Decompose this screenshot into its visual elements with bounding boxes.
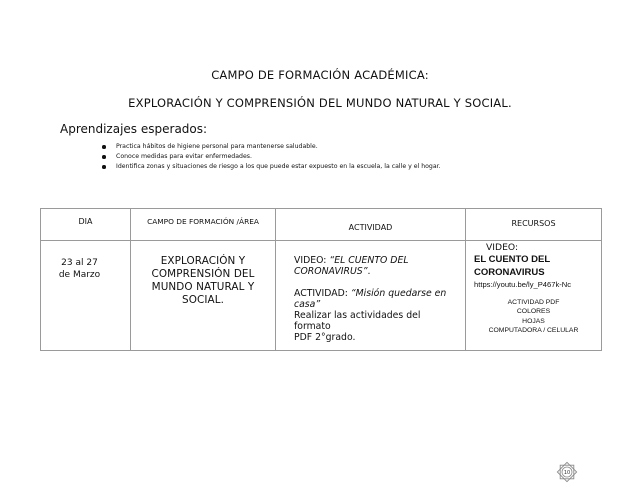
aprendizajes-list xyxy=(100,142,441,172)
aprendizaje-text: Identifica zonas y situaciones de riesgo a los que puede estar expuesto en la escuela, la calle y el hogar. xyxy=(116,163,441,170)
aprendizaje-text: Practica hábitos de higiene personal para mantenerse saludable. xyxy=(116,143,318,150)
fecha-line: de Marzo xyxy=(58,270,101,280)
actividad-instruction: PDF 2°grado. xyxy=(294,332,356,343)
video-label: VIDEO: xyxy=(294,255,330,266)
table-row xyxy=(41,241,602,351)
material-item: COMPUTADORA / CELULAR xyxy=(488,327,579,335)
actividad-video-line xyxy=(294,255,459,266)
bullet-icon xyxy=(102,145,106,149)
video-end: . xyxy=(367,266,371,277)
actividad-title-line xyxy=(294,288,459,299)
cell-recursos xyxy=(466,241,602,351)
header-recursos: RECURSOS xyxy=(466,209,602,241)
page-number: 10 xyxy=(563,469,571,476)
header-campo: CAMPO DE FORMACIÓN /ÁREA xyxy=(131,209,276,241)
aprendizaje-item xyxy=(100,162,441,172)
actividad-title-line xyxy=(294,299,459,310)
header-dia: DIA xyxy=(41,209,131,241)
cell-campo xyxy=(131,241,276,351)
video-title: CORONAVIRUS” xyxy=(294,266,368,277)
actividad-video-line xyxy=(294,266,459,277)
recurso-video-title: CORONAVIRUS xyxy=(474,267,545,278)
campo-line: COMPRENSIÓN DEL xyxy=(151,268,255,280)
campo-line: MUNDO NATURAL Y xyxy=(151,281,255,293)
campo-formacion-title: CAMPO DE FORMACIÓN ACADÉMICA: xyxy=(211,68,429,82)
cell-actividad xyxy=(276,241,466,351)
cell-fecha xyxy=(41,241,131,351)
aprendizajes-label: Aprendizajes esperados: xyxy=(60,122,208,136)
campo-line: EXPLORACIÓN Y xyxy=(160,255,246,267)
recurso-materials xyxy=(466,298,601,336)
actividad-title: casa” xyxy=(294,299,321,310)
campo-line: SOCIAL. xyxy=(182,294,224,306)
recurso-video-link[interactable]: https://youtu.be/ly_P467k-Nc xyxy=(474,280,572,289)
aprendizaje-item xyxy=(100,152,441,162)
material-item: ACTIVIDAD PDF xyxy=(507,299,560,306)
material-item: HOJAS xyxy=(522,317,545,325)
recurso-video-label: VIDEO: xyxy=(486,242,519,253)
header-actividad: ACTIVIDAD xyxy=(276,209,466,241)
bullet-icon xyxy=(102,165,106,169)
campo-formacion-subtitle: EXPLORACIÓN Y COMPRENSIÓN DEL MUNDO NATURAL Y SOCIAL. xyxy=(128,96,512,110)
fecha-line: 23 al 27 xyxy=(61,258,98,268)
actividad-title: “Misión quedarse en xyxy=(350,288,447,299)
bullet-icon xyxy=(102,155,106,159)
table-header-row xyxy=(41,209,602,241)
planning-table xyxy=(40,208,602,351)
actividad-instruction: Realizar las actividades del formato xyxy=(294,310,421,332)
material-item: COLORES xyxy=(516,308,551,316)
aprendizaje-text: Conoce medidas para evitar enfermedades. xyxy=(116,153,252,160)
recurso-video-title: EL CUENTO DEL xyxy=(474,254,551,265)
actividad-label: ACTIVIDAD: xyxy=(294,288,351,299)
video-title: “EL CUENTO DEL xyxy=(329,255,409,266)
page-number-badge-icon xyxy=(556,461,578,483)
aprendizaje-item xyxy=(100,142,441,152)
